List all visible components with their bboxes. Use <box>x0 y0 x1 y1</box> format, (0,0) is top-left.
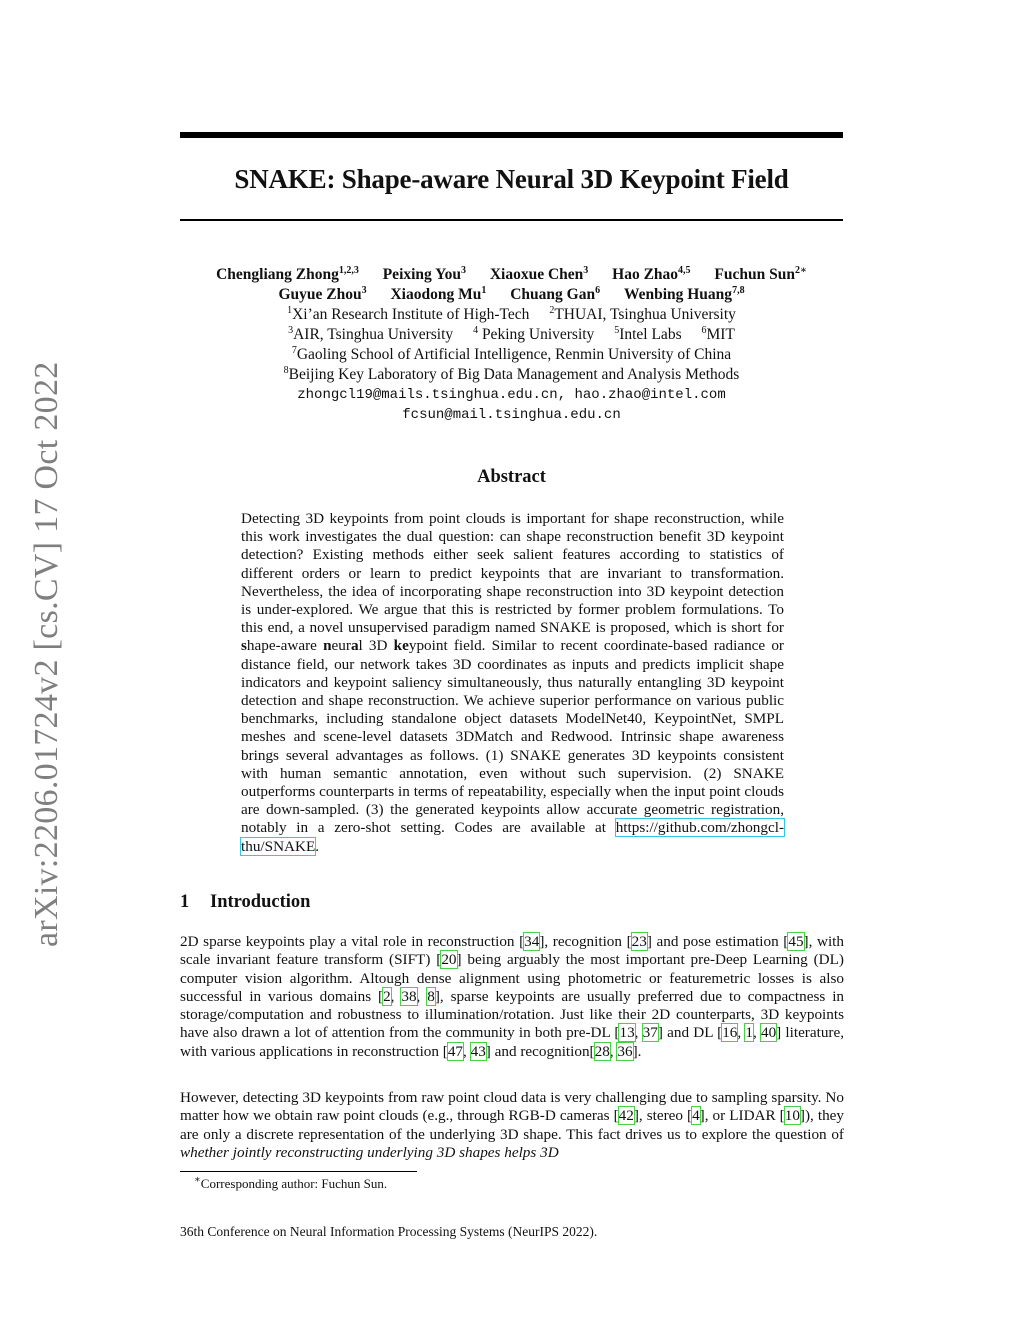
author: Xiaodong Mu$^1$ <box>390 284 487 303</box>
citation-link[interactable]: 43 <box>470 1042 486 1060</box>
affiliation-8: $^8$Beijing Key Laboratory of Big Data Management and Analysis Methods <box>283 364 740 383</box>
citation-link[interactable]: 34 <box>524 933 540 950</box>
affiliation: $^1$Xi’an Research Institute of High-Tech <box>287 304 530 323</box>
title-bottom-rule <box>180 219 843 221</box>
intro-paragraph-2: However, detecting 3D keypoints from raw point cloud data is very challenging due to sampling sparsity. No matter how we obtain raw point clouds (e.g., through RGB-D cameras [42], stereo [4], or LIDAR [10]), they are only a discrete representation of the underlying 3D shape. This fact drives us to explore the question of whether jointly reconstructing underlying 3D shapes helps 3D <box>180 1089 844 1161</box>
footnote: ∗Corresponding author: Fuchun Sun. <box>194 1174 388 1191</box>
author: Guyue Zhou$^3$ <box>278 284 367 303</box>
affiliation: $^5$Intel Labs <box>614 324 682 343</box>
author: Hao Zhao$^{4,5}$ <box>612 264 691 283</box>
section-heading-introduction: 1 Introduction <box>180 892 311 912</box>
citation-link[interactable]: 28 <box>594 1042 610 1060</box>
arxiv-side-stamp: arXiv:2206.01724v2 [cs.CV] 17 Oct 2022 <box>28 361 65 947</box>
citation-link[interactable]: 45 <box>788 933 804 950</box>
citation-link[interactable]: 16 <box>722 1024 738 1042</box>
citation-link[interactable]: 8 <box>427 987 435 1005</box>
citation-link[interactable]: 4 <box>692 1107 700 1125</box>
citation-link[interactable]: 42 <box>618 1107 634 1125</box>
author: Chuang Gan$^6$ <box>510 284 601 303</box>
footnote-rule <box>180 1171 417 1172</box>
citation-link[interactable]: 20 <box>441 951 457 969</box>
citation-link[interactable]: 23 <box>631 933 647 950</box>
citation-link[interactable]: 40 <box>760 1024 777 1042</box>
affiliation: $^2$THUAI, Tsinghua University <box>549 304 736 323</box>
code-link[interactable]: https://github.com/zhongcl-thu/SNAKE <box>241 819 784 855</box>
authors-row-1 <box>160 265 863 285</box>
paper-title: SNAKE: Shape-aware Neural 3D Keypoint Field <box>234 164 789 194</box>
author: Fuchun Sun$^{2∗}$ <box>714 264 807 283</box>
title-top-rule <box>180 132 843 138</box>
citation-link[interactable]: 38 <box>401 987 417 1005</box>
venue-note: 36th Conference on Neural Information Processing Systems (NeurIPS 2022). <box>180 1224 598 1239</box>
author: Chengliang Zhong$^{1,2,3}$ <box>216 264 359 283</box>
authors-row-2 <box>160 285 863 305</box>
author: Wenbing Huang$^{7,8}$ <box>623 284 745 303</box>
affiliation: $^3$AIR, Tsinghua University <box>288 324 454 343</box>
citation-link[interactable]: 13 <box>619 1024 635 1042</box>
emails-line-1: zhongcl19@mails.tsinghua.edu.cn, hao.zhao@intel.com <box>297 387 726 403</box>
abstract-text: Detecting 3D keypoints from point clouds is important for shape reconstruction, while this work investigates the dual question: can shape reconstruction benefit 3D keypoint detection? Existing methods either seek salient features according to statistics of different orders or learn to predict keypoints that are invariant to transformation. Nevertheless, the idea of incorporating shape reconstruction into 3D keypoint detection is under-explored. We argue that this is restricted by former problem formulations. To this end, a novel unsupervised paradigm named SNAKE is proposed, which is short for shape-aware neural 3D keypoint field. Similar to recent coordinate-based radiance or distance field, our network takes 3D coordinates as inputs and predicts implicit shape indicators and keypoint saliency simultaneously, thus naturally entangling 3D keypoint detection and shape reconstruction. We achieve superior performance on various public benchmarks, including standalone object datasets ModelNet40, KeypointNet, SMPL meshes and scene-level datasets 3DMatch and Redwood. Intrinsic shape awareness brings several advantages as follows. (1) SNAKE generates 3D keypoints consistent with human semantic annotation, even without such supervision. (2) SNAKE outperforms counterparts in terms of repeatability, especially when the input point clouds are down-sampled. (3) the generated keypoints allow accurate geometric registration, notably in a zero-shot setting. Codes are available at https://github.com/zhongcl-thu/SNAKE. <box>241 510 784 855</box>
intro-paragraph-1: 2D sparse keypoints play a vital role in reconstruction [34], recognition [23] and pose estimation [45], with scale invariant feature transform (SIFT) [20] being arguably the most important pre-Deep Learning (DL) computer vision algorithm. Altough dense alignment using photometric or featuremetric losses is also successful in various domains [2, 38, 8], sparse keypoints are usually preferred due to compactness in storage/computation and robustness to illumination/rotation. Just like their 2D counterparts, 3D keypoints have also drawn a lot of attention from the community in both pre-DL [13, 37] and DL [16, 1, 40] literature, with various applications in reconstruction [47, 43] and recognition[28, 36]. <box>180 933 845 1060</box>
affiliations-row-1 <box>160 305 863 325</box>
emails-line-2: fcsun@mail.tsinghua.edu.cn <box>402 407 621 423</box>
affiliations-row-2 <box>160 325 863 345</box>
author: Xiaoxue Chen$^3$ <box>489 264 589 283</box>
citation-link[interactable]: 1 <box>745 1024 753 1042</box>
affiliation: $^4$ Peking University <box>473 324 595 343</box>
author: Peixing You$^3$ <box>382 264 466 283</box>
citation-link[interactable]: 36 <box>617 1042 633 1060</box>
author-block <box>160 265 863 425</box>
affiliation: $^6$MIT <box>701 324 735 343</box>
citation-link[interactable]: 2 <box>383 987 391 1005</box>
affiliation-7: $^7$Gaoling School of Artificial Intelligence, Renmin University of China <box>291 344 732 363</box>
citation-link[interactable]: 47 <box>447 1042 464 1060</box>
citation-link[interactable]: 37 <box>642 1024 658 1042</box>
citation-link[interactable]: 10 <box>784 1107 800 1125</box>
abstract-heading: Abstract <box>477 467 546 487</box>
